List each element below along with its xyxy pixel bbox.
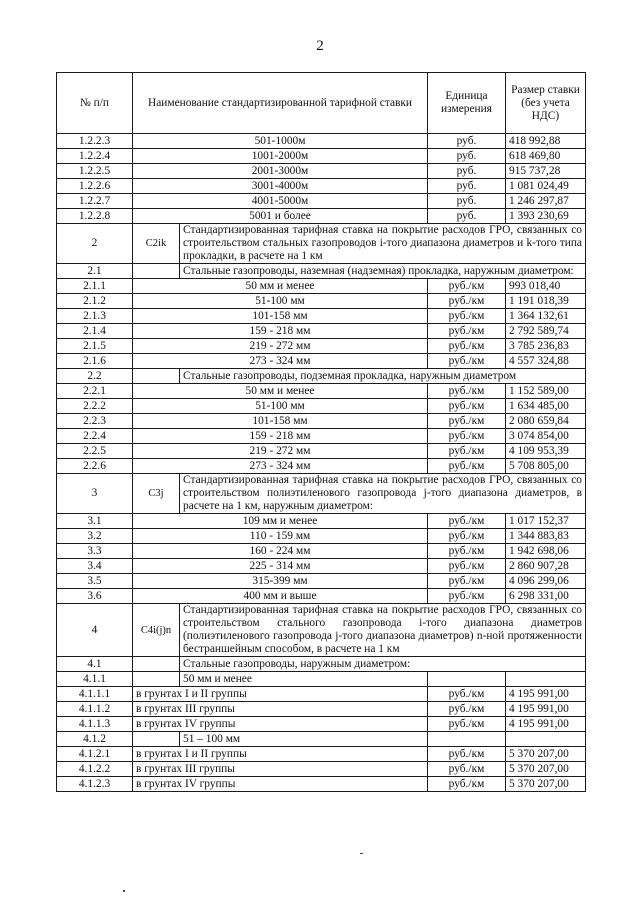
table-row — [57, 309, 586, 324]
rate-value: 5 370 207,00 — [506, 762, 586, 777]
rate-name: 219 - 272 мм — [133, 339, 428, 354]
rate-value: 4 109 953,39 — [506, 444, 586, 459]
subsection-description: Стальные газопроводы, наземная (надземная) прокладка, наружным диаметром: — [180, 264, 586, 279]
rate-value: 618 469,80 — [506, 149, 586, 164]
table-row — [57, 224, 586, 264]
rate-unit: руб. — [428, 149, 506, 164]
rate-name: 109 мм и менее — [133, 514, 428, 529]
table-row — [57, 264, 586, 279]
rate-value: 1 191 018,39 — [506, 294, 586, 309]
rate-unit: руб. — [428, 179, 506, 194]
row-number: 1.2.2.7 — [57, 194, 133, 209]
row-number: 3 — [57, 474, 133, 514]
rate-name: 110 - 159 мм — [133, 529, 428, 544]
table-row — [57, 209, 586, 224]
rate-unit: руб./км — [428, 777, 506, 792]
rate-unit: руб./км — [428, 444, 506, 459]
rate-value: 3 074 854,00 — [506, 429, 586, 444]
row-number: 2.2 — [57, 369, 133, 384]
rate-value: 1 081 024,49 — [506, 179, 586, 194]
row-number: 2.2.5 — [57, 444, 133, 459]
table-row — [57, 732, 586, 747]
row-number: 2.1.2 — [57, 294, 133, 309]
header-unit: Единица измерения — [428, 73, 506, 134]
subsection-description: Стальные газопроводы, подземная прокладка, наружным диаметром — [180, 369, 586, 384]
rate-unit: руб./км — [428, 339, 506, 354]
scan-speck — [360, 853, 363, 854]
table-row — [57, 687, 586, 702]
rate-unit: руб./км — [428, 529, 506, 544]
table-row — [57, 179, 586, 194]
table-row — [57, 429, 586, 444]
row-number: 4.1.1.3 — [57, 717, 133, 732]
scan-speck — [123, 890, 125, 892]
rate-unit: руб./км — [428, 544, 506, 559]
table-row — [57, 514, 586, 529]
rate-unit: руб./км — [428, 459, 506, 474]
table-row — [57, 672, 586, 687]
rate-unit: руб./км — [428, 559, 506, 574]
empty-cell — [428, 672, 506, 687]
table-row — [57, 369, 586, 384]
empty-cell — [506, 672, 586, 687]
table-row — [57, 339, 586, 354]
rate-value: 1 344 883,83 — [506, 529, 586, 544]
row-number: 2.1.4 — [57, 324, 133, 339]
row-number: 2.1.1 — [57, 279, 133, 294]
rate-value: 5 370 207,00 — [506, 747, 586, 762]
rate-value: 4 195 991,00 — [506, 687, 586, 702]
row-number: 4.1 — [57, 657, 133, 672]
rate-name: 5001 и более — [133, 209, 428, 224]
rate-unit: руб./км — [428, 702, 506, 717]
empty-cell — [133, 672, 180, 687]
page-number: 2 — [316, 38, 324, 54]
row-number: 2.2.2 — [57, 399, 133, 414]
rate-unit: руб./км — [428, 294, 506, 309]
rate-value: 4 096 299,06 — [506, 574, 586, 589]
row-number: 2.2.6 — [57, 459, 133, 474]
rate-name: в грунтах III группы — [133, 702, 428, 717]
rate-unit: руб./км — [428, 309, 506, 324]
tariff-table — [56, 72, 586, 792]
rate-name: 4001-5000м — [133, 194, 428, 209]
table-row — [57, 747, 586, 762]
rate-unit: руб./км — [428, 574, 506, 589]
rate-value: 418 992,88 — [506, 134, 586, 149]
empty-cell — [506, 732, 586, 747]
rate-code: C2ik — [133, 224, 180, 264]
group-description: 50 мм и менее — [180, 672, 428, 687]
rate-name: 273 - 324 мм — [133, 354, 428, 369]
rate-name: 101-158 мм — [133, 309, 428, 324]
rate-name: 2001-3000м — [133, 164, 428, 179]
table-row — [57, 574, 586, 589]
rate-unit: руб./км — [428, 429, 506, 444]
rate-value: 2 860 907,28 — [506, 559, 586, 574]
row-number: 2.1.5 — [57, 339, 133, 354]
empty-cell — [133, 657, 180, 672]
row-number: 4.1.1.2 — [57, 702, 133, 717]
rate-name: 3001-4000м — [133, 179, 428, 194]
row-number: 1.2.2.6 — [57, 179, 133, 194]
row-number: 4.1.2.2 — [57, 762, 133, 777]
row-number: 1.2.2.4 — [57, 149, 133, 164]
rate-unit: руб./км — [428, 747, 506, 762]
table-row — [57, 777, 586, 792]
rate-value: 1 152 589,00 — [506, 384, 586, 399]
rate-name: 225 - 314 мм — [133, 559, 428, 574]
rate-value: 2 080 659,84 — [506, 414, 586, 429]
table-row — [57, 149, 586, 164]
row-number: 3.1 — [57, 514, 133, 529]
rate-unit: руб./км — [428, 279, 506, 294]
table-header-row — [57, 73, 586, 134]
row-number: 2.2.1 — [57, 384, 133, 399]
rate-name: 501-1000м — [133, 134, 428, 149]
table-row — [57, 164, 586, 179]
rate-name: 101-158 мм — [133, 414, 428, 429]
row-number: 3.6 — [57, 589, 133, 604]
row-number: 4.1.2.1 — [57, 747, 133, 762]
rate-value: 993 018,40 — [506, 279, 586, 294]
rate-value: 1 393 230,69 — [506, 209, 586, 224]
subsection-description: Стальные газопроводы, наружным диаметром: — [180, 657, 586, 672]
empty-cell — [133, 369, 180, 384]
rate-value: 1 246 297,87 — [506, 194, 586, 209]
rate-code: C4i(j)n — [133, 604, 180, 657]
rate-unit: руб./км — [428, 354, 506, 369]
table-row — [57, 324, 586, 339]
rate-unit: руб./км — [428, 589, 506, 604]
rate-unit: руб./км — [428, 399, 506, 414]
row-number: 2 — [57, 224, 133, 264]
row-number: 4.1.1 — [57, 672, 133, 687]
rate-value: 6 298 331,00 — [506, 589, 586, 604]
row-number: 1.2.2.8 — [57, 209, 133, 224]
table-row — [57, 134, 586, 149]
rate-name: 159 - 218 мм — [133, 429, 428, 444]
rate-name: 50 мм и менее — [133, 279, 428, 294]
rate-unit: руб./км — [428, 384, 506, 399]
rate-unit: руб. — [428, 209, 506, 224]
table-row — [57, 717, 586, 732]
group-description: 51 – 100 мм — [180, 732, 428, 747]
rate-name: в грунтах I и II группы — [133, 687, 428, 702]
row-number: 4.1.1.1 — [57, 687, 133, 702]
rate-value: 5 370 207,00 — [506, 777, 586, 792]
header-name: Наименование стандартизированной тарифной ставки — [133, 73, 428, 134]
rate-name: в грунтах IV группы — [133, 717, 428, 732]
rate-value: 1 634 485,00 — [506, 399, 586, 414]
row-number: 3.3 — [57, 544, 133, 559]
table-row — [57, 294, 586, 309]
row-number: 4 — [57, 604, 133, 657]
rate-name: 1001-2000м — [133, 149, 428, 164]
table-row — [57, 559, 586, 574]
row-number: 2.1.6 — [57, 354, 133, 369]
row-number: 2.2.3 — [57, 414, 133, 429]
header-num: № п/п — [57, 73, 133, 134]
rate-value: 4 195 991,00 — [506, 702, 586, 717]
rate-value: 3 785 236,83 — [506, 339, 586, 354]
rate-unit: руб./км — [428, 717, 506, 732]
rate-name: 51-100 мм — [133, 399, 428, 414]
table-row — [57, 604, 586, 657]
table-body — [57, 134, 586, 792]
table-row — [57, 279, 586, 294]
rate-value: 1 942 698,06 — [506, 544, 586, 559]
rate-name: 400 мм и выше — [133, 589, 428, 604]
rate-value: 2 792 589,74 — [506, 324, 586, 339]
rate-name: 273 - 324 мм — [133, 459, 428, 474]
rate-name: в грунтах III группы — [133, 762, 428, 777]
rate-name: 50 мм и менее — [133, 384, 428, 399]
rate-code: C3j — [133, 474, 180, 514]
section-description: Стандартизированная тарифная ставка на покрытие расходов ГРО, связанных со строительством стальных газопроводов i-того диапазона диаметров и k-того типа прокладки, в расчете на 1 км — [180, 224, 586, 264]
rate-value: 5 708 805,00 — [506, 459, 586, 474]
rate-unit: руб./км — [428, 324, 506, 339]
section-description: Стандартизированная тарифная ставка на покрытие расходов ГРО, связанных со строительством полиэтиленового газопровода j-того диапазона диаметров, в расчете на 1 км, наружным диаметром: — [180, 474, 586, 514]
row-number: 4.1.2 — [57, 732, 133, 747]
section-description: Стандартизированная тарифная ставка на покрытие расходов ГРО, связанных со строительством стального газопровода i-того диапазона диаметров (полиэтиленового газопровода j-того диапазона диаметров) n-ной протяженности бестраншейным способом, в расчете на 1 км — [180, 604, 586, 657]
rate-name: 159 - 218 мм — [133, 324, 428, 339]
rate-name: в грунтах I и II группы — [133, 747, 428, 762]
table-row — [57, 544, 586, 559]
empty-cell — [428, 732, 506, 747]
table-row — [57, 762, 586, 777]
rate-name: в грунтах IV группы — [133, 777, 428, 792]
rate-unit: руб./км — [428, 762, 506, 777]
table-row — [57, 589, 586, 604]
table-row — [57, 657, 586, 672]
row-number: 1.2.2.5 — [57, 164, 133, 179]
rate-unit: руб./км — [428, 687, 506, 702]
table-row — [57, 194, 586, 209]
row-number: 4.1.2.3 — [57, 777, 133, 792]
table-row — [57, 399, 586, 414]
rate-name: 51-100 мм — [133, 294, 428, 309]
rate-value: 4 195 991,00 — [506, 717, 586, 732]
table-row — [57, 702, 586, 717]
rate-value: 915 737,28 — [506, 164, 586, 179]
rate-name: 315-399 мм — [133, 574, 428, 589]
row-number: 3.5 — [57, 574, 133, 589]
rate-name: 160 - 224 мм — [133, 544, 428, 559]
row-number: 2.2.4 — [57, 429, 133, 444]
rate-value: 1 017 152,37 — [506, 514, 586, 529]
rate-value: 1 364 132,61 — [506, 309, 586, 324]
row-number: 3.2 — [57, 529, 133, 544]
rate-unit: руб. — [428, 194, 506, 209]
rate-unit: руб./км — [428, 514, 506, 529]
row-number: 2.1.3 — [57, 309, 133, 324]
table-row — [57, 444, 586, 459]
rate-name: 219 - 272 мм — [133, 444, 428, 459]
header-value: Размер ставки (без учета НДС) — [506, 73, 586, 134]
empty-cell — [133, 264, 180, 279]
table-row — [57, 414, 586, 429]
rate-unit: руб. — [428, 134, 506, 149]
row-number: 2.1 — [57, 264, 133, 279]
empty-cell — [133, 732, 180, 747]
rate-unit: руб. — [428, 164, 506, 179]
table-row — [57, 384, 586, 399]
row-number: 1.2.2.3 — [57, 134, 133, 149]
rate-value: 4 557 324,88 — [506, 354, 586, 369]
table-row — [57, 459, 586, 474]
row-number: 3.4 — [57, 559, 133, 574]
table-row — [57, 354, 586, 369]
table-row — [57, 474, 586, 514]
rate-unit: руб./км — [428, 414, 506, 429]
table-row — [57, 529, 586, 544]
